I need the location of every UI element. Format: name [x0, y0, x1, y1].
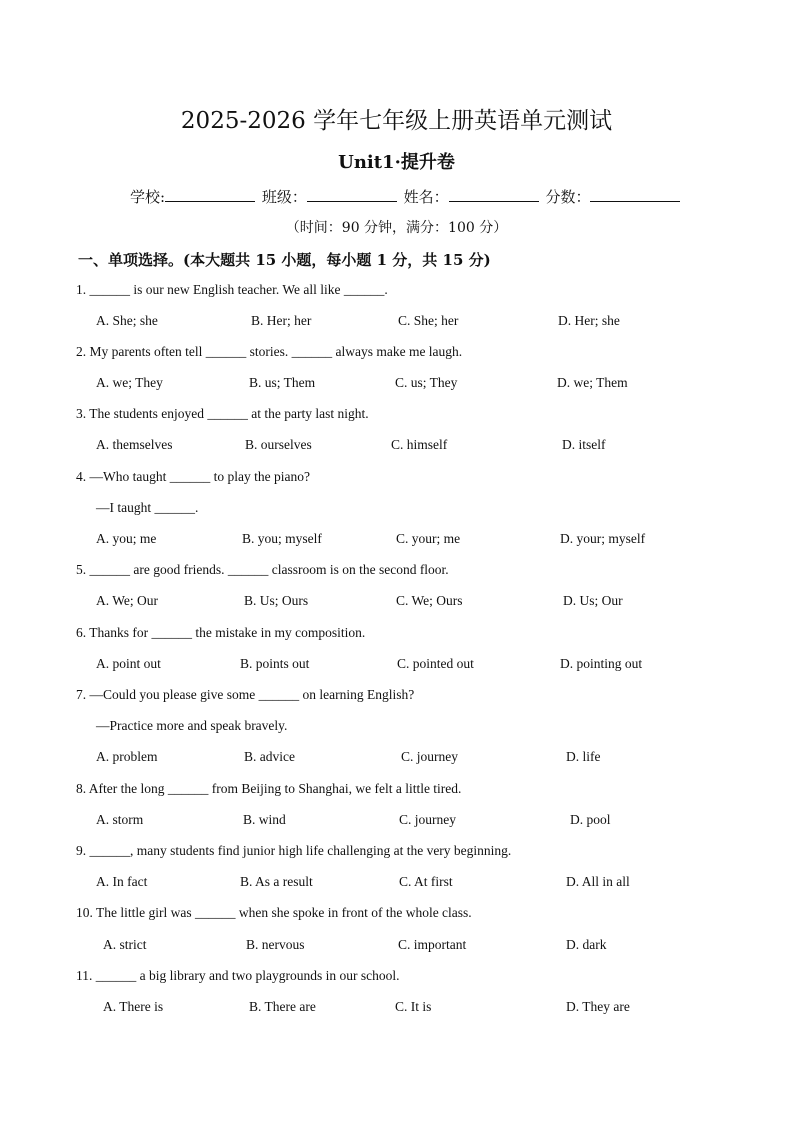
question-stem-reply: —Practice more and speak bravely.: [96, 718, 288, 733]
student-info-line: [130, 186, 682, 207]
class-blank: [307, 187, 397, 202]
question-stem: 3. The students enjoyed ______ at the party last night.: [76, 406, 369, 421]
name-blank: [449, 187, 539, 202]
option-c: C. journey: [399, 812, 456, 827]
option-d: D. Us; Our: [563, 593, 623, 608]
option-a: A. In fact: [96, 874, 148, 889]
page-subtitle: Unit1·提升卷: [338, 152, 455, 173]
question-stem: 2. My parents often tell ______ stories. ______ always make me laugh.: [76, 344, 463, 359]
question-stem-reply: —I taught ______.: [96, 500, 199, 515]
option-b: B. ourselves: [245, 437, 312, 452]
option-d: D. your; myself: [560, 531, 646, 546]
option-b: B. nervous: [246, 937, 305, 952]
page-title: 2025-2026 学年七年级上册英语单元测试: [180, 108, 613, 134]
option-c: C. important: [398, 937, 467, 952]
option-a: A. There is: [103, 999, 164, 1014]
option-b: B. advice: [244, 749, 295, 764]
option-c: C. us; They: [395, 375, 458, 390]
name-label: 姓名：: [403, 188, 449, 206]
option-d: D. All in all: [566, 874, 630, 889]
option-d: D. itself: [562, 437, 606, 452]
time-note: （时间：90 分钟，满分：100 分）: [285, 220, 508, 236]
option-d: D. we; Them: [557, 375, 628, 390]
option-c: C. himself: [391, 437, 448, 452]
question-stem: 7. —Could you please give some ______ on learning English?: [76, 687, 415, 702]
option-c: C. pointed out: [397, 656, 474, 671]
option-a: A. She; she: [96, 313, 158, 328]
option-a: A. we; They: [96, 375, 163, 390]
class-label: 班级：: [261, 188, 307, 206]
school-blank: [165, 187, 255, 202]
question-stem: 9. ______, many students find junior high life challenging at the very beginning.: [76, 843, 512, 858]
option-d: D. pool: [570, 812, 611, 827]
question-stem: 11. ______ a big library and two playgrounds in our school.: [76, 968, 400, 983]
option-a: A. themselves: [96, 437, 173, 452]
option-b: B. points out: [240, 656, 310, 671]
option-b: B. Us; Ours: [244, 593, 309, 608]
option-a: A. We; Our: [96, 593, 159, 608]
option-b: B. As a result: [240, 874, 313, 889]
option-a: A. storm: [96, 812, 144, 827]
option-b: B. us; Them: [249, 375, 316, 390]
option-a: A. strict: [103, 937, 147, 952]
option-b: B. wind: [243, 812, 286, 827]
option-b: B. Her; her: [251, 313, 312, 328]
score-blank: [590, 187, 680, 202]
question-stem: 1. ______ is our new English teacher. We all like ______.: [76, 282, 388, 297]
option-c: C. your; me: [396, 531, 461, 546]
section-heading: 一、单项选择。(本大题共 15 小题，每小题 1 分，共 15 分): [78, 251, 491, 269]
option-a: A. problem: [96, 749, 158, 764]
question-stem: 6. Thanks for ______ the mistake in my composition.: [76, 625, 366, 640]
score-label: 分数：: [545, 188, 591, 206]
option-c: C. We; Ours: [396, 593, 463, 608]
option-b: B. There are: [249, 999, 316, 1014]
option-d: D. dark: [566, 937, 607, 952]
question-stem: 10. The little girl was ______ when she spoke in front of the whole class.: [76, 905, 472, 920]
option-b: B. you; myself: [242, 531, 322, 546]
option-a: A. point out: [96, 656, 161, 671]
option-c: C. It is: [395, 999, 432, 1014]
option-c: C. She; her: [398, 313, 459, 328]
question-stem: 4. —Who taught ______ to play the piano?: [76, 469, 310, 484]
option-d: D. Her; she: [558, 313, 620, 328]
question-stem: 5. ______ are good friends. ______ classroom is on the second floor.: [76, 562, 449, 577]
option-a: A. you; me: [96, 531, 157, 546]
question-stem: 8. After the long ______ from Beijing to Shanghai, we felt a little tired.: [76, 781, 462, 796]
option-c: C. At first: [399, 874, 453, 889]
option-d: D. pointing out: [560, 656, 643, 671]
option-d: D. They are: [566, 999, 630, 1014]
school-label: 学校:: [130, 188, 166, 206]
option-c: C. journey: [401, 749, 458, 764]
option-d: D. life: [566, 749, 601, 764]
